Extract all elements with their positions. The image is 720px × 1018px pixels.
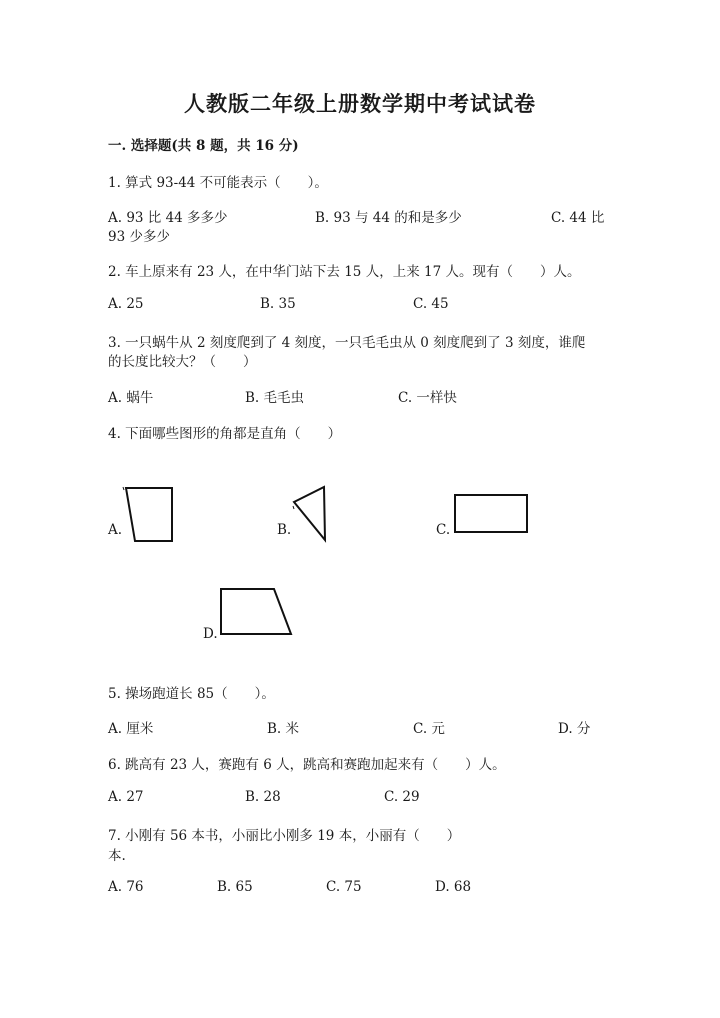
q5-option-c[interactable]: C. 元 bbox=[413, 721, 445, 737]
question-7-text: 7. 小刚有 56 本书，小丽比小刚多 19 本，小丽有（ ） bbox=[108, 828, 461, 844]
question-7-continuation: 本. bbox=[108, 848, 126, 864]
q7-option-d[interactable]: D. 68 bbox=[435, 879, 472, 895]
q6-option-a[interactable]: A. 27 bbox=[108, 789, 144, 805]
question-1-text: 1. 算式 93-44 不可能表示（ ）。 bbox=[108, 175, 328, 191]
q4-option-d[interactable]: D. bbox=[203, 626, 218, 642]
section-heading: 一. 选择题(共 8 题，共 16 分) bbox=[108, 138, 299, 154]
question-5-text: 5. 操场跑道长 85（ ）。 bbox=[108, 686, 275, 702]
q1-option-b[interactable]: B. 93 与 44 的和是多少 bbox=[315, 210, 462, 226]
q4-option-a[interactable]: A. bbox=[108, 522, 123, 538]
q3-option-b[interactable]: B. 毛毛虫 bbox=[245, 390, 305, 406]
question-6-text: 6. 跳高有 23 人，赛跑有 6 人，跳高和赛跑加起来有（ ）人。 bbox=[108, 757, 506, 773]
q3-option-a[interactable]: A. 蜗牛 bbox=[108, 390, 154, 406]
rectangle-shape-c bbox=[450, 491, 532, 531]
q5-option-d[interactable]: D. 分 bbox=[558, 721, 591, 737]
q1-option-c-continuation: 93 少多少 bbox=[108, 229, 170, 245]
page-title: 人教版二年级上册数学期中考试试卷 bbox=[184, 91, 536, 116]
q4-option-b[interactable]: B. bbox=[277, 522, 292, 538]
q4-option-c[interactable]: C. bbox=[436, 522, 451, 538]
q7-option-b[interactable]: B. 65 bbox=[217, 879, 253, 895]
trapezoid-shape-a bbox=[120, 482, 180, 546]
q2-option-a[interactable]: A. 25 bbox=[108, 296, 144, 312]
q3-option-c[interactable]: C. 一样快 bbox=[398, 390, 457, 406]
q1-option-a[interactable]: A. 93 比 44 多多少 bbox=[108, 210, 228, 226]
question-2-text: 2. 车上原来有 23 人，在中华门站下去 15 人，上来 17 人。现有（ ）人。 bbox=[108, 264, 581, 280]
q1-option-c[interactable]: C. 44 比 bbox=[551, 210, 605, 226]
q6-option-c[interactable]: C. 29 bbox=[384, 789, 420, 805]
q6-option-b[interactable]: B. 28 bbox=[245, 789, 281, 805]
q7-option-c[interactable]: C. 75 bbox=[326, 879, 362, 895]
q2-option-c[interactable]: C. 45 bbox=[413, 296, 449, 312]
question-3-continuation: 的长度比较大？（ ） bbox=[108, 354, 257, 370]
question-3-text: 3. 一只蜗牛从 2 刻度爬到了 4 刻度，一只毛毛虫从 0 刻度爬到了 3 刻度，谁爬 bbox=[108, 335, 586, 351]
q5-option-a[interactable]: A. 厘米 bbox=[108, 721, 154, 737]
triangle-shape-b bbox=[290, 482, 335, 544]
q2-option-b[interactable]: B. 35 bbox=[260, 296, 296, 312]
trapezoid-shape-d bbox=[214, 584, 296, 638]
q7-option-a[interactable]: A. 76 bbox=[108, 879, 144, 895]
question-4-text: 4. 下面哪些图形的角都是直角（ ） bbox=[108, 426, 342, 442]
q5-option-b[interactable]: B. 米 bbox=[267, 721, 300, 737]
